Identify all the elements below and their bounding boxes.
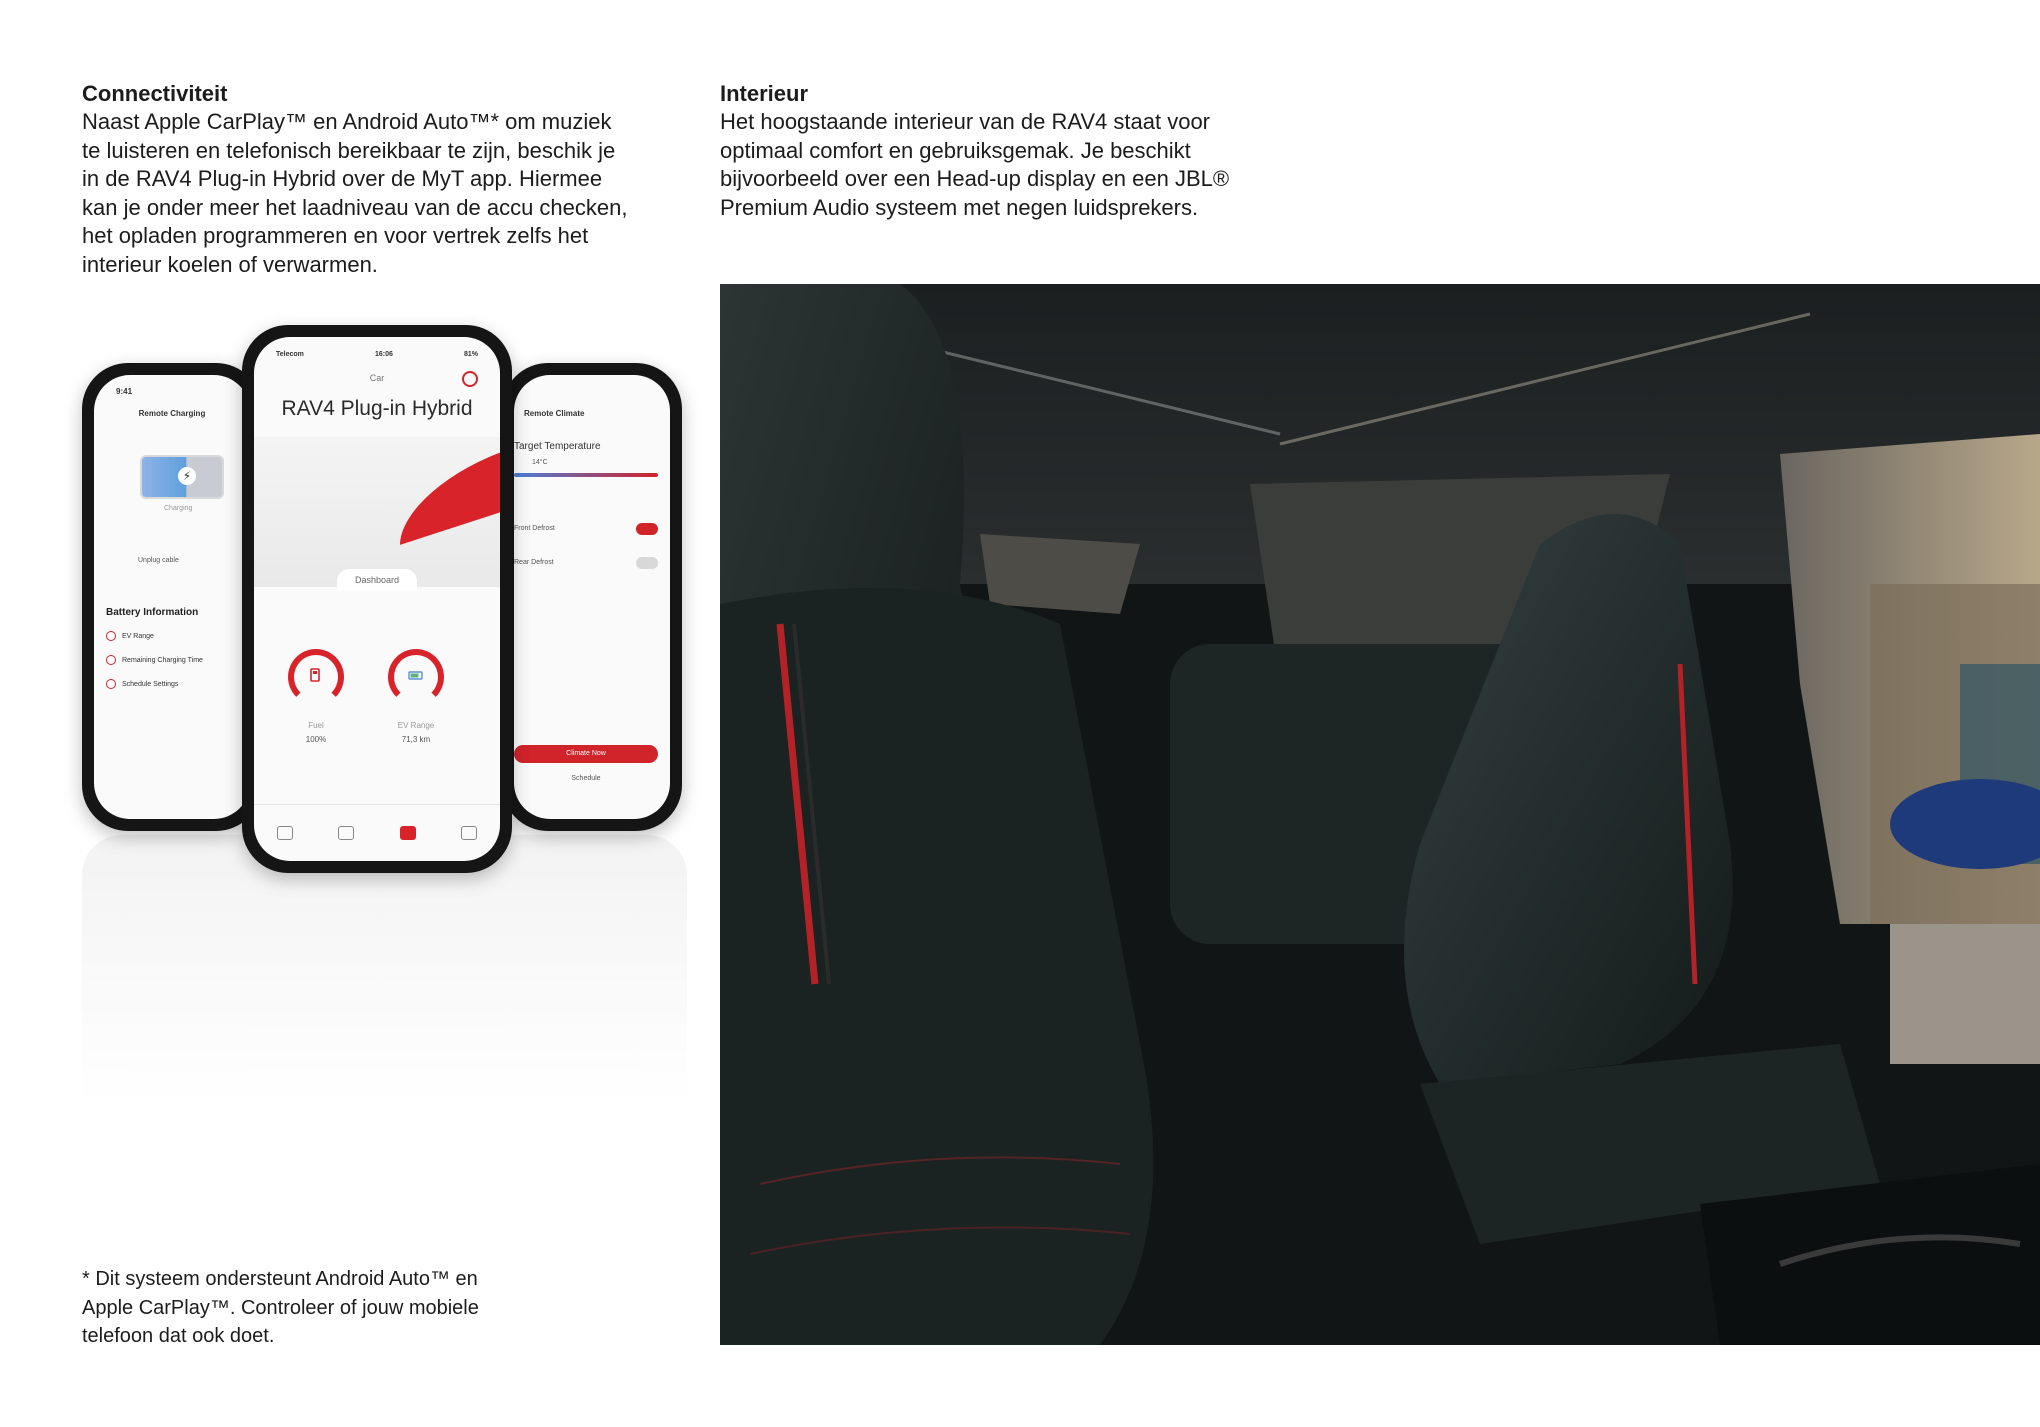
list-item: [106, 655, 203, 665]
phone-remote-charging: [82, 363, 262, 831]
phone-screen: [254, 337, 500, 861]
connectivity-body: Naast Apple CarPlay™ en Android Auto™* om muziek te luisteren en telefonisch bereikbaar te zijn, beschik je in de RAV4 Plug-in Hybrid over de MyT app. Hiermee kan je onder meer het laadniveau van de accu checken, het opladen programmeren en voor vertrek zelfs het interieur koelen of verwarmen.: [82, 109, 628, 277]
screen-label: Car: [369, 373, 385, 383]
temperature-value: 14°C: [532, 459, 548, 466]
status-time: 16:06: [374, 351, 393, 358]
charging-status: Charging: [164, 505, 193, 512]
interior-body: Het hoogstaande interieur van de RAV4 staat voor optimaal comfort en gebruiksgemak. Je beschikt bijvoorbeeld over een Head-up display en een JBL® Premium Audio systeem met negen luidsprekers.: [720, 109, 1230, 220]
status-time: 9:41: [116, 387, 133, 396]
fuel-label: Fuel: [308, 721, 324, 730]
fuel-value: 100%: [305, 735, 327, 744]
schedule-icon: [106, 679, 116, 689]
screen-title: Remote Charging: [138, 409, 206, 418]
list-item-label: Schedule Settings: [122, 680, 179, 688]
ev-range-value: 71,3 km: [401, 735, 431, 744]
phones-reflection: [82, 835, 687, 1175]
red-swoosh-graphic: [400, 449, 500, 545]
battery-info-heading: Battery Information: [106, 607, 199, 618]
car-model-title: RAV4 Plug-in Hybrid: [281, 397, 473, 420]
front-defrost-toggle: [636, 523, 658, 535]
temperature-slider: [514, 473, 658, 477]
battery-level: 81%: [463, 351, 478, 358]
schedule-link: Schedule: [571, 775, 601, 782]
climate-now-button: Climate Now: [514, 745, 658, 763]
dashboard-tab: Dashboard: [337, 569, 417, 591]
battery-icon: [408, 667, 424, 683]
unplug-cable-hint: Unplug cable: [138, 557, 179, 564]
rear-defrost-toggle: [636, 557, 658, 569]
phone-remote-climate: [502, 363, 682, 831]
car-icon: [400, 826, 416, 840]
interior-heading: Interieur: [720, 81, 809, 106]
phone-screen: [94, 375, 250, 819]
phone-screen: [514, 375, 670, 819]
front-defrost-label: Front Defrost: [514, 525, 555, 532]
bottom-tab-bar: [254, 804, 500, 861]
fuel-pump-icon: [308, 667, 324, 683]
target-temperature-label: Target Temperature: [514, 441, 601, 452]
connectivity-section: [82, 80, 702, 279]
myt-app-phones-image: [82, 325, 687, 885]
messages-icon: [461, 826, 477, 840]
list-item: [106, 631, 154, 641]
interior-illustration: [720, 284, 2040, 1345]
status-bar: [254, 351, 500, 358]
interior-section: [720, 80, 1360, 222]
clock-icon: [106, 655, 116, 665]
battery-charge-graphic: [140, 455, 224, 499]
phone-car-dashboard: [242, 325, 512, 873]
settings-gear-icon: [462, 371, 478, 387]
rear-defrost-label: Rear Defrost: [514, 559, 554, 566]
ev-range-gauge: [388, 649, 444, 705]
home-icon: [277, 826, 293, 840]
charging-bolt-icon: ⚡: [178, 467, 196, 485]
services-icon: [338, 826, 354, 840]
fuel-gauge: [288, 649, 344, 705]
list-item-label: Remaining Charging Time: [122, 656, 203, 664]
car-hero-image: [254, 437, 500, 587]
footnote: * Dit systeem ondersteunt Android Auto™ en Apple CarPlay™. Controleer of jouw mobiele telefoon dat ook doet.: [82, 1268, 479, 1347]
ev-range-icon: [106, 631, 116, 641]
list-item: [106, 679, 178, 689]
interior-seats-photo: [720, 284, 2040, 1345]
ev-range-label: EV Range: [397, 721, 435, 730]
screen-title: Remote Climate: [524, 409, 585, 418]
carrier: Telecom: [276, 351, 304, 358]
connectivity-heading: Connectiviteit: [82, 81, 228, 106]
list-item-label: EV Range: [122, 632, 154, 640]
